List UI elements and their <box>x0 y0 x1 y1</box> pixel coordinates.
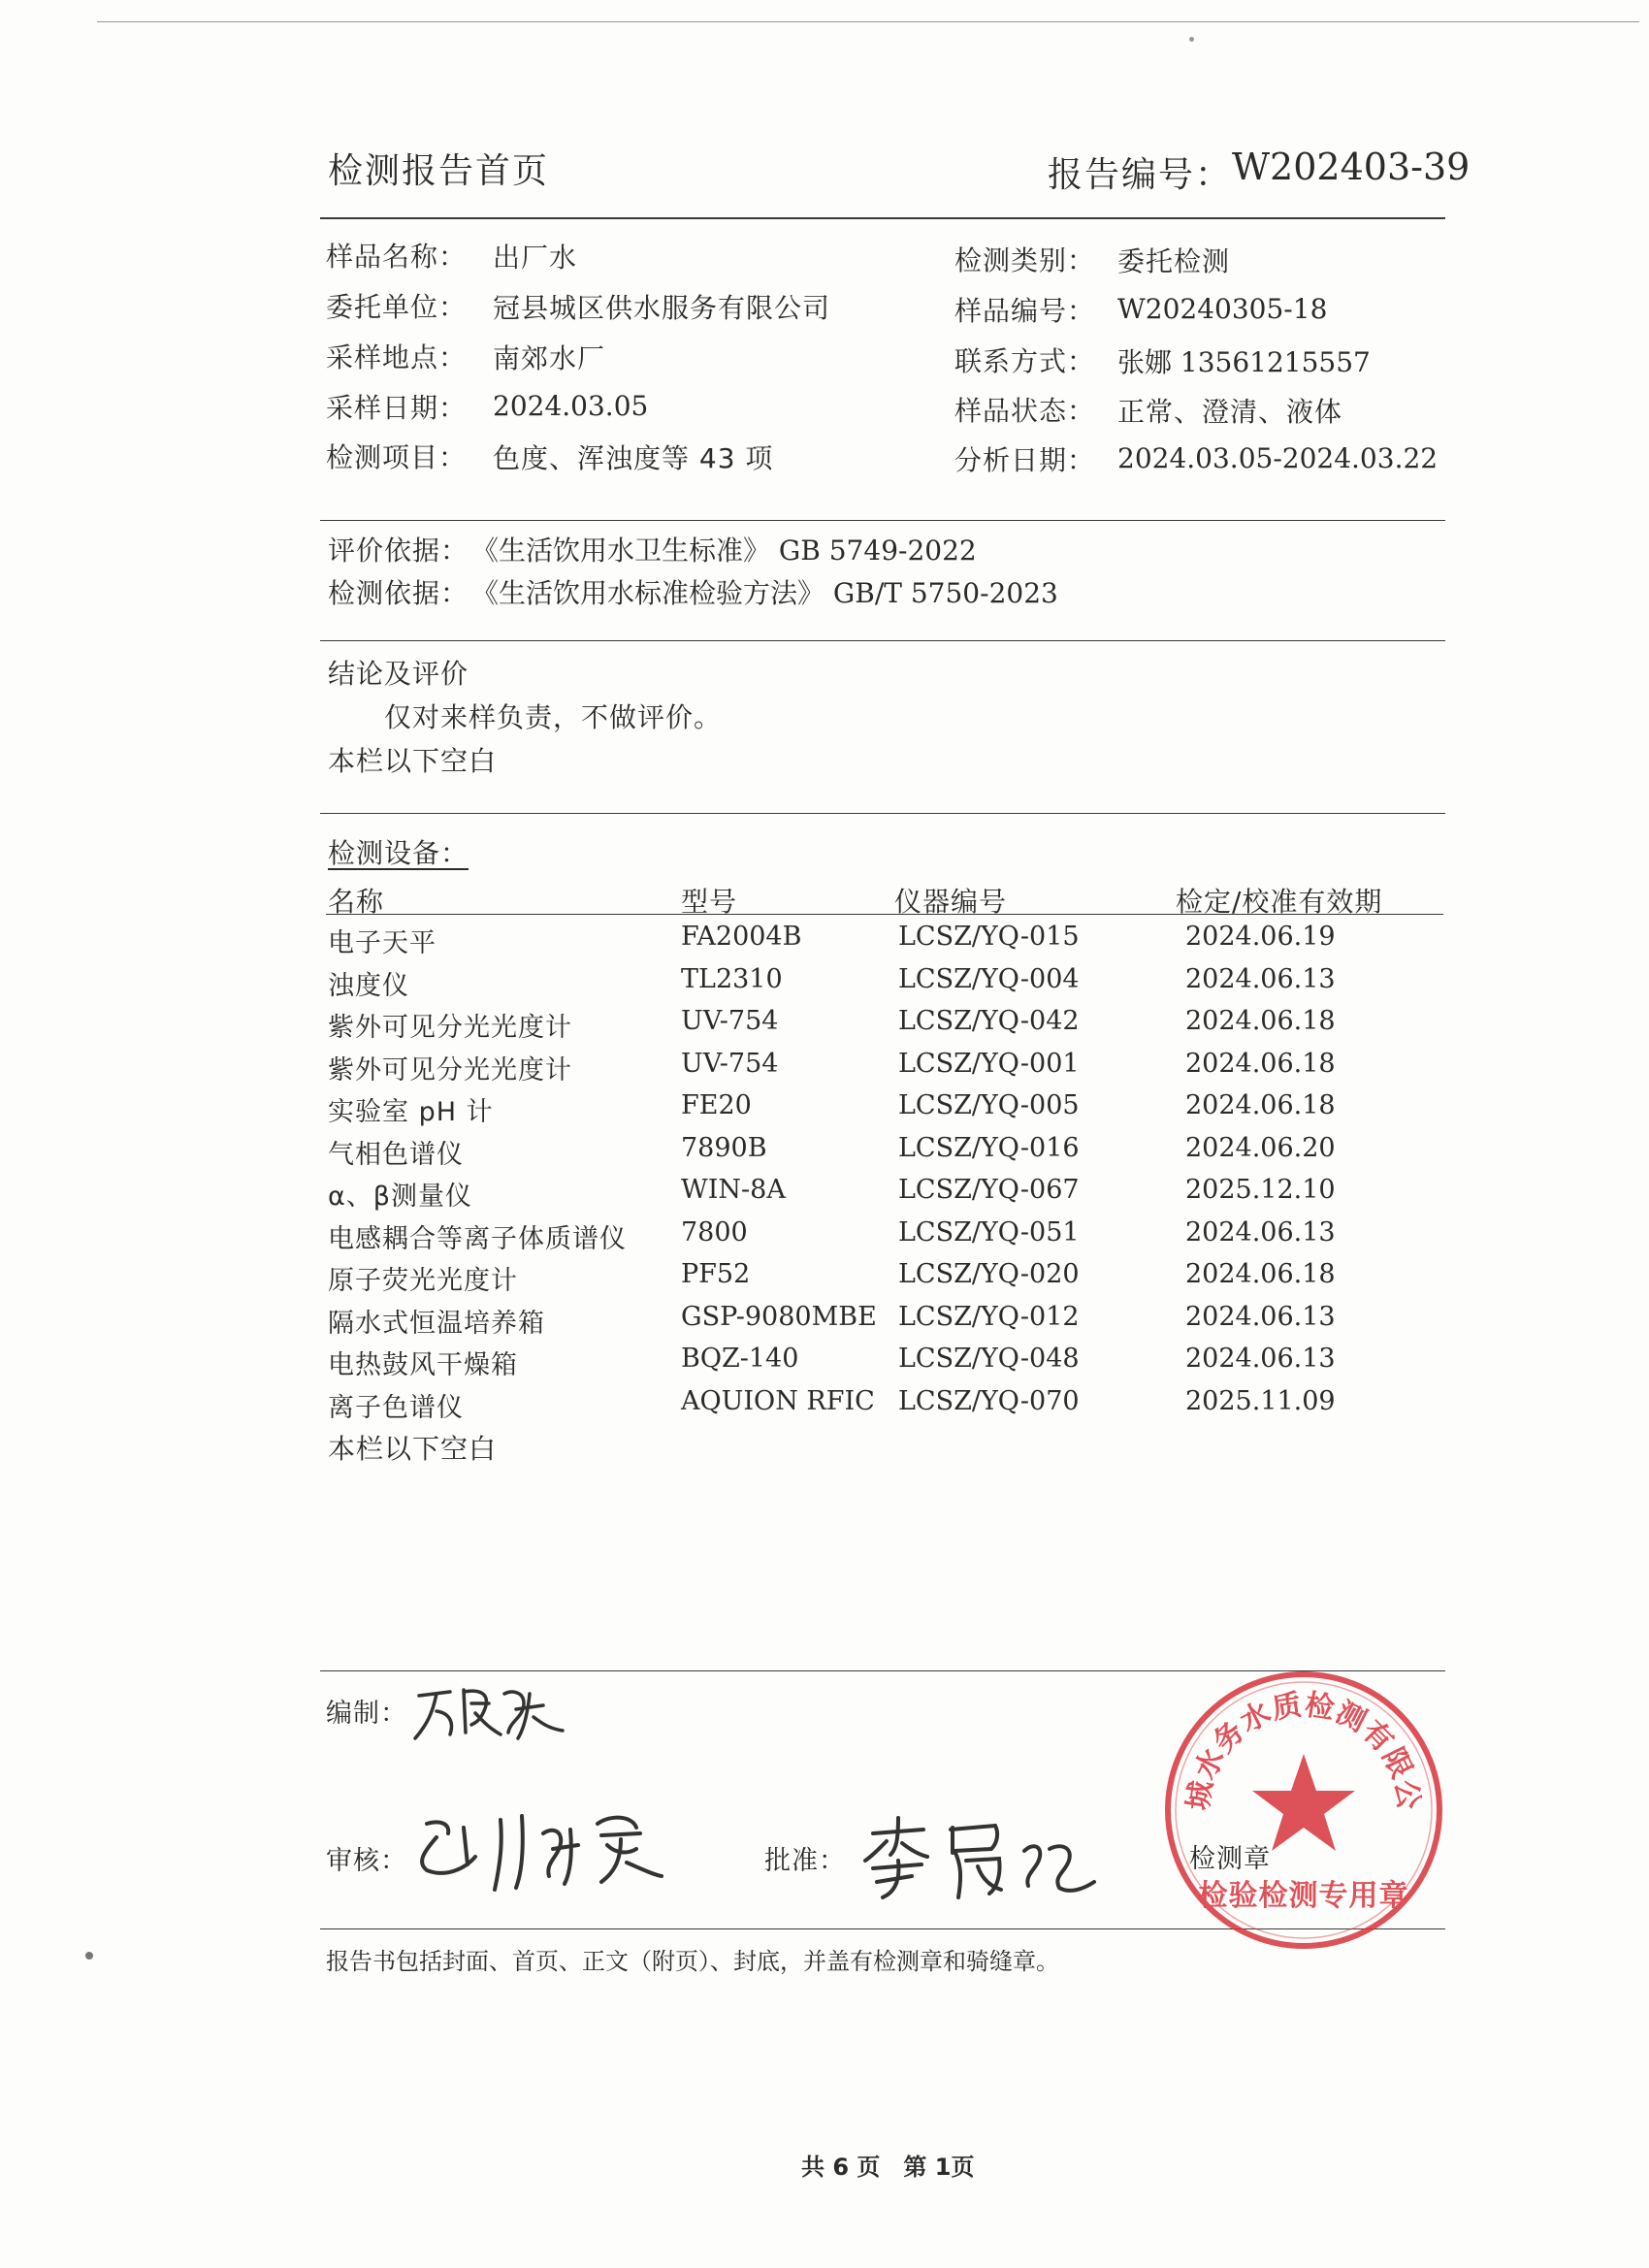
equipment-name: 紫外可见分光光度计 <box>328 1013 572 1043</box>
page-title: 检测报告首页 <box>328 151 550 191</box>
client-label: 委托单位： <box>326 291 468 323</box>
reviewer-signature <box>407 1795 689 1901</box>
equipment-name: 紫外可见分光光度计 <box>328 1054 572 1085</box>
approver-label: 批准： <box>764 1846 846 1876</box>
equipment-validity: 2025.11.09 <box>1185 1385 1336 1416</box>
equipment-validity: 2024.06.18 <box>1185 1048 1336 1079</box>
scan-speck <box>85 1952 93 1960</box>
equipment-validity: 2024.06.13 <box>1185 1301 1336 1332</box>
equipment-model: TL2310 <box>681 963 783 994</box>
equipment-instrument-no: LCSZ/YQ-004 <box>898 963 1080 994</box>
equipment-instrument-no: LCSZ/YQ-005 <box>898 1090 1080 1120</box>
contact-value: 张娜 13561215557 <box>1117 346 1371 378</box>
equipment-model: FE20 <box>681 1090 752 1120</box>
equipment-model: UV-754 <box>681 1006 779 1036</box>
test-category-value: 委托检测 <box>1117 245 1231 277</box>
equipment-instrument-no: LCSZ/YQ-042 <box>898 1006 1080 1036</box>
sampling-site-value: 南郊水厂 <box>493 342 606 374</box>
equipment-model: PF52 <box>681 1259 751 1289</box>
client-value: 冠县城区供水服务有限公司 <box>493 292 831 324</box>
basis-divider <box>320 640 1445 641</box>
equipment-instrument-no: LCSZ/YQ-067 <box>898 1175 1080 1205</box>
equipment-name: 浊度仪 <box>328 970 409 1001</box>
sampling-site-label: 采样地点： <box>326 341 468 373</box>
equipment-name: 气相色谱仪 <box>328 1139 464 1170</box>
equipment-model: BQZ-140 <box>681 1344 799 1374</box>
test-basis-label: 检测依据： <box>328 577 469 609</box>
equipment-model: 7800 <box>681 1216 748 1247</box>
equipment-heading: 检测设备： <box>328 837 469 869</box>
equipment-validity: 2024.06.18 <box>1185 1090 1336 1120</box>
svg-text:聊城水务水质检测有限公司 <box>1144 1638 1426 1812</box>
table-header-underline <box>326 914 1443 915</box>
sampling-date-label: 采样日期： <box>326 392 468 424</box>
equipment-validity: 2024.06.13 <box>1185 963 1336 994</box>
equipment-instrument-no: LCSZ/YQ-051 <box>898 1216 1080 1247</box>
footer-note: 报告书包括封面、首页、正文（附页）、封底，并盖有检测章和骑缝章。 <box>326 1948 1059 1975</box>
equipment-name: 原子荧光光度计 <box>328 1266 518 1296</box>
evaluation-basis-value: 《生活饮用水卫生标准》 GB 5749-2022 <box>471 535 977 567</box>
equipment-name: 电热鼓风干燥箱 <box>328 1350 518 1380</box>
test-items-value: 色度、浑浊度等 43 项 <box>493 442 774 474</box>
equipment-instrument-no: LCSZ/YQ-012 <box>898 1301 1080 1332</box>
compiler-signature <box>407 1674 572 1752</box>
equipment-validity: 2024.06.18 <box>1185 1006 1336 1036</box>
equipment-validity: 2024.06.19 <box>1185 922 1336 952</box>
equipment-blank-note: 本栏以下空白 <box>328 1433 498 1465</box>
equipment-instrument-no: LCSZ/YQ-015 <box>898 922 1080 952</box>
equipment-name: α、β测量仪 <box>328 1182 473 1212</box>
col-model-header: 型号 <box>681 886 738 918</box>
equipment-instrument-no: LCSZ/YQ-016 <box>898 1132 1080 1163</box>
evaluation-basis-label: 评价依据： <box>328 535 469 567</box>
test-items-label: 检测项目： <box>326 441 468 473</box>
equipment-validity: 2024.06.20 <box>1185 1132 1336 1163</box>
equipment-instrument-no: LCSZ/YQ-020 <box>898 1259 1080 1289</box>
compiler-label: 编制： <box>326 1699 407 1729</box>
seal-top-text: 聊城水务水质检测有限公司 <box>1143 1638 1426 1813</box>
report-number: W202403-39 <box>1232 146 1471 188</box>
inspection-seal <box>1143 1638 1449 1956</box>
equipment-validity: 2024.06.13 <box>1185 1344 1336 1374</box>
equipment-instrument-no: LCSZ/YQ-048 <box>898 1344 1080 1374</box>
sample-state-value: 正常、澄清、液体 <box>1117 396 1343 428</box>
equipment-model: WIN-8A <box>681 1175 786 1205</box>
conclusion-text: 仅对来样负责，不做评价。 <box>384 701 723 733</box>
equipment-model: GSP-9080MBE <box>681 1301 877 1332</box>
equipment-validity: 2024.06.18 <box>1185 1259 1336 1289</box>
header-divider <box>320 217 1445 219</box>
equipment-name: 电子天平 <box>328 928 436 958</box>
conclusion-blank-note: 本栏以下空白 <box>328 745 498 777</box>
equipment-validity: 2024.06.13 <box>1185 1216 1336 1247</box>
sample-name-value: 出厂水 <box>493 242 578 274</box>
sample-id-value: W20240305-18 <box>1117 293 1328 325</box>
equipment-name: 电感耦合等离子体质谱仪 <box>328 1223 627 1254</box>
info-divider <box>320 520 1445 521</box>
test-category-label: 检测类别： <box>954 244 1096 276</box>
contact-label: 联系方式： <box>954 345 1096 377</box>
equipment-name: 隔水式恒温培养箱 <box>328 1308 545 1339</box>
page-number: 共 6 页 第 1页 <box>801 2154 975 2181</box>
equipment-instrument-no: LCSZ/YQ-070 <box>898 1385 1080 1416</box>
sample-state-label: 样品状态： <box>954 395 1096 427</box>
sample-id-label: 样品编号： <box>954 295 1096 327</box>
scan-top-edge <box>97 21 1639 22</box>
sample-name-label: 样品名称： <box>326 241 468 273</box>
col-name-header: 名称 <box>328 886 385 918</box>
equipment-name: 实验室 pH 计 <box>328 1097 494 1127</box>
equipment-model: 7890B <box>681 1132 767 1163</box>
equipment-model: FA2004B <box>681 922 802 952</box>
seal-bottom-text: 检验检测专用章 <box>1198 1879 1409 1913</box>
test-basis-value: 《生活饮用水标准检验方法》 GB/T 5750-2023 <box>471 577 1058 609</box>
conclusion-heading: 结论及评价 <box>328 658 469 690</box>
equipment-validity: 2025.12.10 <box>1185 1175 1336 1205</box>
equipment-model: AQUION RFIC <box>681 1385 875 1416</box>
col-validity-header: 检定/校准有效期 <box>1176 886 1383 918</box>
seal-caption: 检测章 <box>1189 1844 1271 1874</box>
analysis-date-value: 2024.03.05-2024.03.22 <box>1117 442 1439 474</box>
reviewer-label: 审核： <box>326 1846 407 1876</box>
equipment-model: UV-754 <box>681 1048 779 1079</box>
col-instrument-no-header: 仪器编号 <box>894 886 1008 918</box>
equipment-name: 离子色谱仪 <box>328 1392 464 1423</box>
equipment-instrument-no: LCSZ/YQ-001 <box>898 1048 1080 1079</box>
report-number-label: 报告编号： <box>1048 155 1233 195</box>
conclusion-divider <box>320 813 1445 814</box>
scan-speck <box>1189 37 1194 42</box>
analysis-date-label: 分析日期： <box>954 444 1096 476</box>
approver-signature <box>854 1804 1106 1911</box>
sampling-date-value: 2024.03.05 <box>493 390 649 422</box>
